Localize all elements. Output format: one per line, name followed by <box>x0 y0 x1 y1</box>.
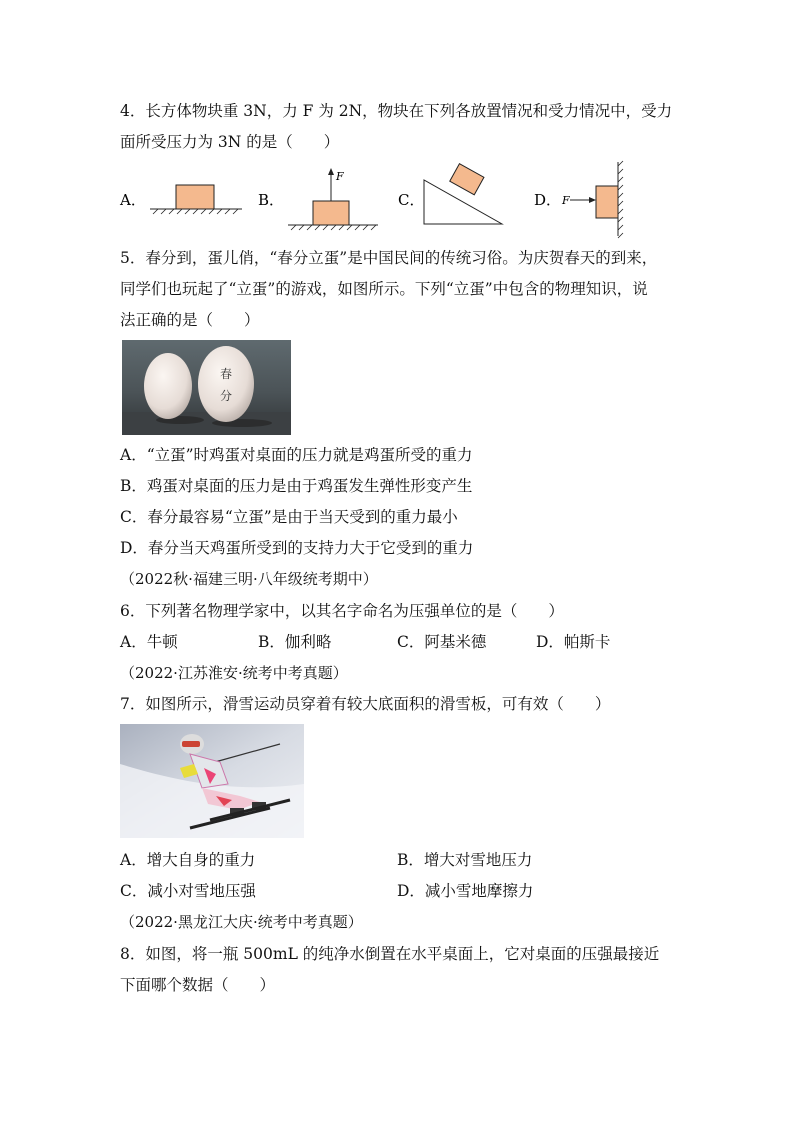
q6-option-b[interactable]: B．伽利略 <box>258 633 332 651</box>
q4-b-force-label: F <box>336 170 344 183</box>
skier-photo <box>120 724 304 838</box>
q4-d-arrowhead <box>589 197 596 203</box>
q4-option-b-label[interactable]: B． <box>258 191 285 209</box>
q4-d-force-label: F <box>562 194 570 207</box>
q7-option-d[interactable]: D．减小雪地摩擦力 <box>397 882 534 900</box>
q4-b-block <box>313 201 349 225</box>
egg-text-2: 分 <box>220 389 233 403</box>
q7-option-c[interactable]: C．减小对雪地压强 <box>120 882 256 900</box>
q4-a-hatch <box>153 209 238 214</box>
q4-stem-line-2: 面所受压力为 3N 的是（ ） <box>120 133 340 151</box>
q6-option-a[interactable]: A．牛顿 <box>120 633 178 651</box>
q5-option-b[interactable]: B．鸡蛋对桌面的压力是由于鸡蛋发生弹性形变产生 <box>120 477 473 495</box>
egg-text-1: 春 <box>220 367 233 381</box>
q7-option-b[interactable]: B．增大对雪地压力 <box>397 851 533 869</box>
q6-option-d[interactable]: D．帕斯卡 <box>536 633 611 651</box>
q4-option-a-label[interactable]: A． <box>120 191 146 209</box>
q5-option-c[interactable]: C．春分最容易“立蛋”是由于当天受到的重力最小 <box>120 508 458 526</box>
q4-option-c-label[interactable]: C． <box>398 191 425 209</box>
q4-b-arrowhead <box>328 168 334 175</box>
q4-a-block <box>176 185 214 209</box>
q5-stem-line-2: 同学们也玩起了“立蛋”的游戏，如图所示。下列“立蛋”中包含的物理知识，说 <box>120 280 648 298</box>
q6-option-c[interactable]: C．阿基米德 <box>397 633 487 651</box>
q7-stem: 7．如图所示，滑雪运动员穿着有较大底面积的滑雪板，可有效（ ） <box>120 695 611 713</box>
q4-d-hatch <box>618 161 623 238</box>
q8-source: （2022·黑龙江大庆·统考中考真题） <box>120 913 363 931</box>
q4-c-block <box>450 164 484 195</box>
egg-left <box>144 353 192 419</box>
q4-stem-line-1: 4．长方体物块重 3N，力 F 为 2N，物块在下列各放置情况和受力情况中，受力 <box>120 102 673 120</box>
q6-stem: 6．下列著名物理学家中，以其名字命名为压强单位的是（ ） <box>120 602 564 620</box>
q4-option-d-label[interactable]: D． <box>534 191 562 209</box>
q8-stem-line-1: 8．如图，将一瓶 500mL 的纯净水倒置在水平桌面上，它对桌面的压强最接近 <box>120 945 660 963</box>
q4-d-block <box>596 186 618 218</box>
q6-source: （2022秋·福建三明·八年级统考期中） <box>120 570 378 588</box>
q5-option-a[interactable]: A．“立蛋”时鸡蛋对桌面的压力就是鸡蛋所受的重力 <box>120 446 473 464</box>
q4-b-hatch <box>291 225 376 230</box>
egg-right <box>198 346 254 422</box>
q7-option-a[interactable]: A．增大自身的重力 <box>120 851 256 869</box>
q8-stem-line-2: 下面哪个数据（ ） <box>120 976 276 994</box>
q4-figures <box>110 160 650 240</box>
q5-stem-line-3: 法正确的是（ ） <box>120 311 260 329</box>
q7-source: （2022·江苏淮安·统考中考真题） <box>120 664 348 682</box>
eggs-photo <box>122 340 291 435</box>
q5-stem-line-1: 5．春分到，蛋儿俏，“春分立蛋”是中国民间的传统习俗。为庆贺春天的到来， <box>120 249 658 267</box>
q5-option-d[interactable]: D．春分当天鸡蛋所受到的支持力大于它受到的重力 <box>120 539 474 557</box>
